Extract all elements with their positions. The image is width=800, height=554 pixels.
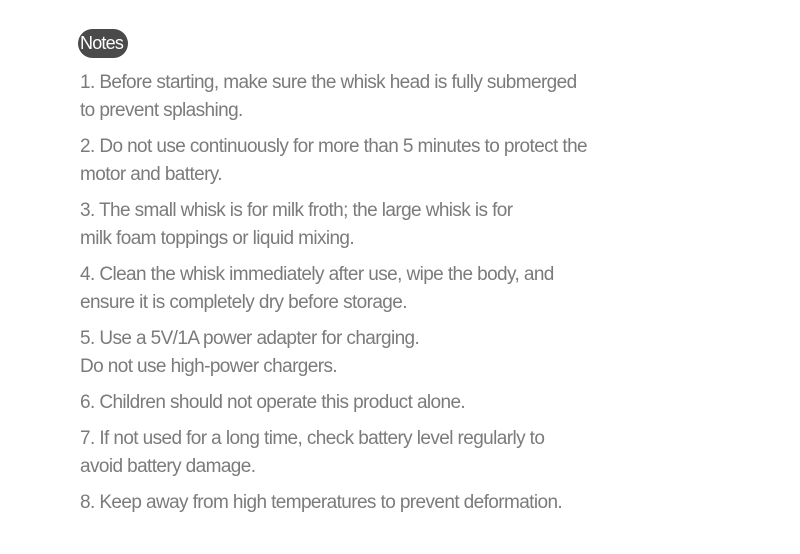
note-item-1-line-2: to prevent splashing.	[80, 100, 243, 121]
note-item-5	[80, 325, 760, 381]
notes-list	[80, 69, 760, 525]
note-item-1-line-1: 1. Before starting, make sure the whisk head is fully submerged	[80, 72, 577, 93]
note-item-4	[80, 261, 760, 317]
note-item-2-line-1: 2. Do not use continuously for more than 5 minutes to protect the	[80, 136, 588, 157]
note-item-7-line-2: avoid battery damage.	[80, 456, 256, 477]
note-item-2	[80, 133, 760, 189]
note-item-4-line-1: 4. Clean the whisk immediately after use, wipe the body, and	[80, 264, 554, 285]
note-item-1	[80, 69, 760, 125]
note-item-8-line-1: 8. Keep away from high temperatures to prevent deformation.	[80, 492, 563, 513]
note-item-5-line-1: 5. Use a 5V/1A power adapter for charging.	[80, 328, 420, 349]
note-item-2-line-2: motor and battery.	[80, 164, 222, 185]
note-item-7	[80, 425, 760, 481]
note-item-3	[80, 197, 760, 253]
notes-heading-badge: Notes	[78, 29, 128, 58]
note-item-6	[80, 389, 760, 417]
note-item-3-line-1: 3. The small whisk is for milk froth; the large whisk is for	[80, 200, 513, 221]
note-item-6-line-1: 6. Children should not operate this product alone.	[80, 392, 466, 413]
note-item-7-line-1: 7. If not used for a long time, check battery level regularly to	[80, 428, 545, 449]
note-item-4-line-2: ensure it is completely dry before storage.	[80, 292, 407, 313]
note-item-5-line-2: Do not use high-power chargers.	[80, 356, 338, 377]
note-item-3-line-2: milk foam toppings or liquid mixing.	[80, 228, 355, 249]
note-item-8	[80, 489, 760, 517]
